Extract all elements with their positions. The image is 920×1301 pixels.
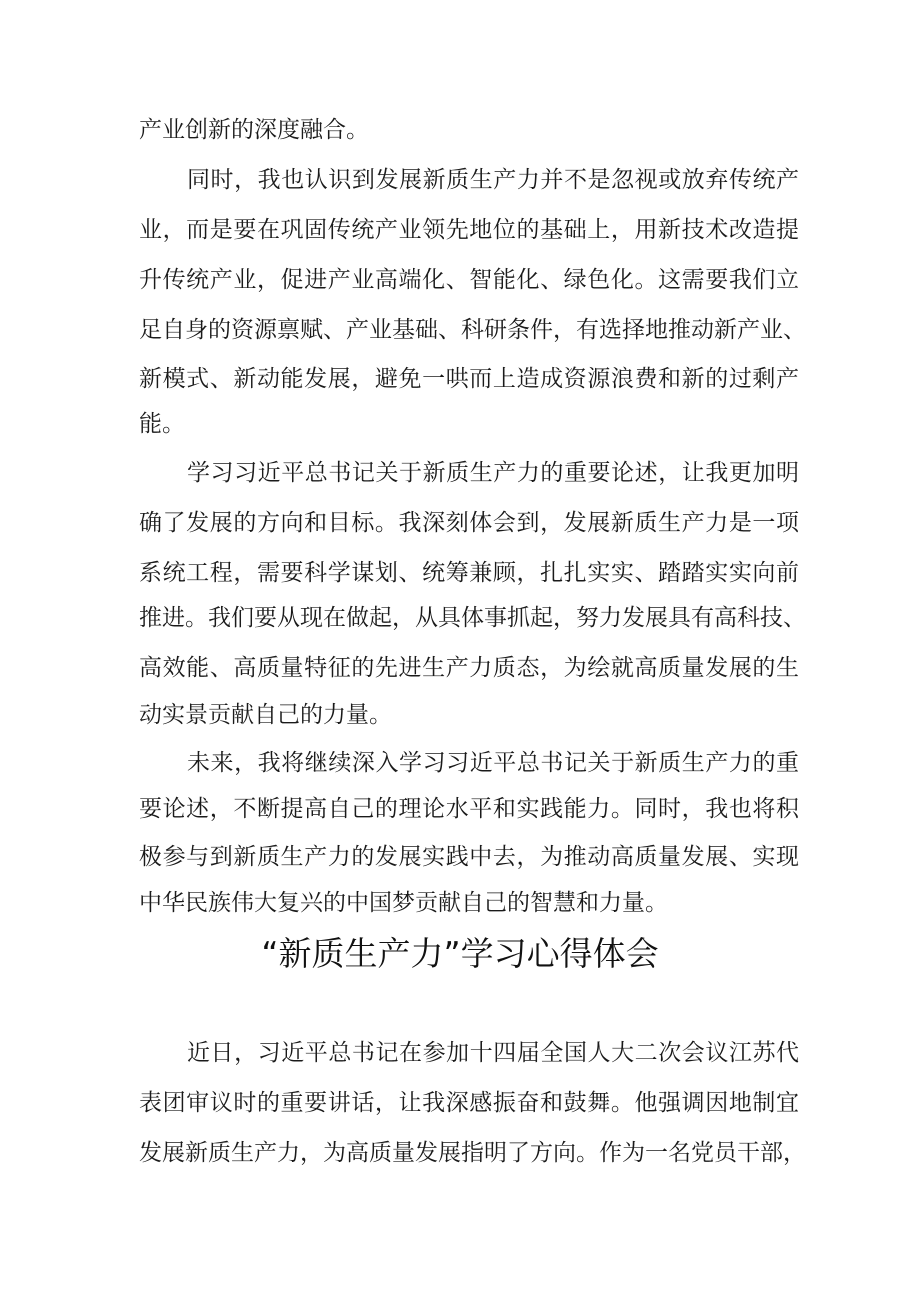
paragraph-line: 发展新质生产力，为高质量发展指明了方向。作为一名党员干部，: [139, 1140, 806, 1166]
paragraph-line: 系统工程，需要科学谋划、统筹兼顾，扎扎实实、踏踏实实向前: [139, 560, 799, 586]
paragraph-line: 业，而是要在巩固传统产业领先地位的基础上，用新技术改造提: [139, 217, 799, 243]
paragraph-line: 推进。我们要从现在做起，从具体事抓起，努力发展具有高科技、: [139, 605, 806, 631]
paragraph-line: 足自身的资源禀赋、产业基础、科研条件，有选择地推动新产业、: [139, 317, 806, 343]
paragraph-line: 学习习近平总书记关于新质生产力的重要论述，让我更加明: [187, 460, 799, 486]
paragraph-line: 近日，习近平总书记在参加十四届全国人大二次会议江苏代: [187, 1040, 799, 1066]
paragraph-line: 中华民族伟大复兴的中国梦贡献自己的智慧和力量。: [139, 890, 668, 916]
paragraph-line: 表团审议时的重要讲话，让我深感振奋和鼓舞。他强调因地制宜: [139, 1090, 799, 1116]
paragraph-line: 要论述，不断提高自己的理论水平和实践能力。同时，我也将积: [139, 796, 799, 822]
paragraph-line: 产业创新的深度融合。: [139, 117, 369, 143]
paragraph-line: 动实景贡献自己的力量。: [139, 702, 392, 728]
paragraph-line: 能。: [139, 411, 185, 437]
paragraph-line: 高效能、高质量特征的先进生产力质态，为绘就高质量发展的生: [139, 655, 799, 681]
paragraph-line: 确了发展的方向和目标。我深刻体会到，发展新质生产力是一项: [139, 510, 799, 536]
paragraph-line: 同时，我也认识到发展新质生产力并不是忽视或放弃传统产: [187, 167, 799, 193]
article-title: “新质生产力”学习心得体会: [261, 934, 659, 973]
paragraph-line: 极参与到新质生产力的发展实践中去，为推动高质量发展、实现: [139, 844, 799, 870]
paragraph-line: 升传统产业，促进产业高端化、智能化、绿色化。这需要我们立: [139, 267, 799, 293]
paragraph-line: 新模式、新动能发展，避免一哄而上造成资源浪费和新的过剩产: [139, 366, 799, 392]
paragraph-line: 未来，我将继续深入学习习近平总书记关于新质生产力的重: [187, 750, 799, 776]
